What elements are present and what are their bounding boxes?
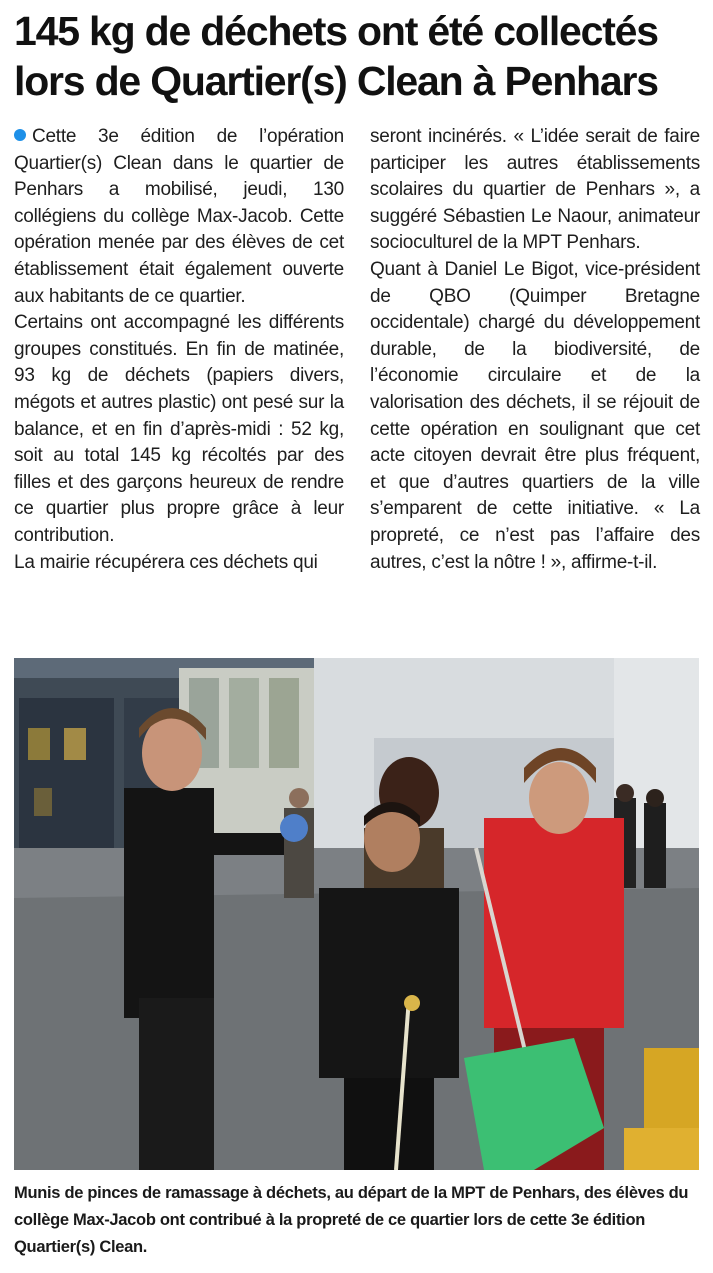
headline-line-2: lors de Quartier(s) Clean à Penhars: [14, 58, 658, 104]
photo-illustration: [14, 658, 699, 1170]
paragraph-incineration: seront incinérés. « L’idée serait de faire participer les autres établissements scolaires du quartier de Penhars », a suggéré Sébastien Le Naour, animateur socioculturel de la MPT Penhars.: [370, 126, 700, 254]
paragraph-intro: [14, 124, 344, 310]
bullet-dot-icon: [14, 129, 26, 141]
article-column-right: [370, 124, 700, 576]
article-photo: [14, 658, 699, 1170]
photo-caption: Munis de pinces de ramassage à déchets, au départ de la MPT de Penhars, des élèves du collège Max-Jacob ont contribué à la propreté de ce quartier lors de cette 3e édition Quartier(s) Clean.: [14, 1184, 689, 1256]
headline-line-1: 145 kg de déchets ont été collectés: [14, 8, 658, 54]
article-column-left: [14, 124, 344, 576]
paragraph-quote-le-bigot: Quant à Daniel Le Bigot, vice-président de QBO (Quimper Bretagne occidentale) chargé du développement durable, de la biodiversité, de l’économie circulaire et de la valorisation des déchets, il se réjouit de cette opération en soulignant que cet acte citoyen devrait être plus fréquent, et que d’autres quartiers de la ville s’emparent de cette initiative. « La propreté, ce n’est pas l’affaire des autres, c’est la nôtre ! », affirme-t-il.: [370, 258, 700, 573]
paragraph-mairie: La mairie récupérera ces déchets qui: [14, 551, 318, 573]
article-headline: [14, 6, 704, 106]
paragraph-intro-text: Cette 3e édition de l’opération Quartier(s) Clean dans le quartier de Penhars a mobilisé, jeudi, 130 collégiens du collège Max-Jacob. Cette opération menée par des élèves de cet établissement était également ouverte aux habitants de ce quartier.: [14, 126, 344, 307]
paragraph-participation: Certains ont accompagné les différents groupes constitués. En fin de matinée, 93 kg de déchets (papiers divers, mégots et autres plastic) ont pesé sur la balance, et en fin d’après-midi : 52 kg, soit au total 145 kg récoltés par des filles et des garçons heureux de rendre ce quartier plus propre grâce à leur contribution.: [14, 312, 344, 546]
